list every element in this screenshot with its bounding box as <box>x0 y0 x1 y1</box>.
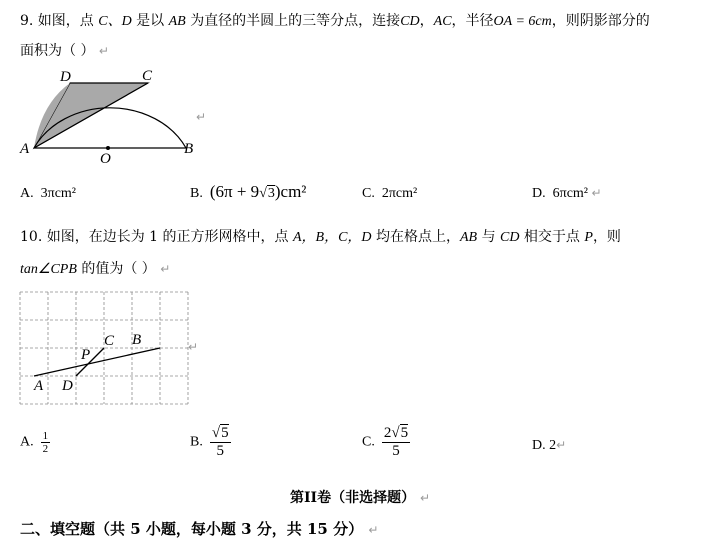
option-coef: 2 <box>383 425 392 441</box>
return-mark-icon: ↵ <box>591 186 602 200</box>
section-subtitle-text: 二、填空题（共 5 小题，每小题 3 分，共 15 分） <box>20 520 364 538</box>
option-letter: C. <box>362 186 375 201</box>
q9-line1 <box>20 10 650 30</box>
q9-segment-ac: AC <box>433 14 452 29</box>
q9-label-b: B <box>184 141 194 157</box>
q10-label-p: P <box>81 347 91 363</box>
q10-tan-expr: tan∠CPB <box>20 262 77 277</box>
q9-line2 <box>20 40 109 60</box>
section-title <box>290 487 430 507</box>
option-value: 2 <box>549 438 557 453</box>
option-root: 5 <box>221 425 229 441</box>
q9-label-c: C <box>142 68 153 84</box>
q9-text: 是以 <box>136 13 165 29</box>
return-mark-icon: ↵ <box>368 523 379 537</box>
section-title-text: 第II卷（非选择题） <box>290 490 416 506</box>
q9-label-d: D <box>60 69 71 85</box>
q9-text: ， <box>419 13 434 29</box>
option-letter: B. <box>190 186 203 201</box>
q10-text: 与 <box>481 229 496 245</box>
option-letter: B. <box>190 434 203 450</box>
q9-text: 面积为（ ） <box>20 43 95 59</box>
q10-point-p: P <box>584 230 593 245</box>
fraction-denominator: 5 <box>216 443 224 459</box>
option-letter: D. <box>532 438 546 453</box>
q10-segment-ab-line <box>34 348 160 376</box>
q10-option-a <box>20 430 50 455</box>
option-fraction <box>210 425 231 460</box>
q9-points-cd: C、D <box>98 14 132 29</box>
option-letter: C. <box>362 434 375 450</box>
option-value: 2πcm² <box>381 186 418 201</box>
q9-text: 为直径的半圆上的三等分点，连接 <box>190 13 401 29</box>
q10-text: 均在格点上， <box>376 229 460 245</box>
return-mark-icon: ↵ <box>160 262 171 276</box>
q9-text: 9. 如图，点 <box>20 13 94 29</box>
return-mark-icon: ↵ <box>188 340 199 354</box>
fraction-numerator: 2√5 <box>383 425 409 441</box>
q10-text: 相交于点 <box>523 229 580 245</box>
return-mark-icon: ↵ <box>98 44 109 58</box>
fraction-denominator: 2 <box>42 443 49 455</box>
option-letter: D. <box>532 186 546 201</box>
q9-figure <box>16 64 216 164</box>
q9-option-a <box>20 186 76 202</box>
fraction-numerator: √5 <box>211 425 229 441</box>
q9-option-b: B. (6π + 9√3)cm² <box>190 182 307 201</box>
q10-text: 10. 如图，在边长为 1 的正方形网格中，点 <box>20 229 289 245</box>
option-value: 3πcm² <box>40 186 76 201</box>
option-fraction <box>41 430 51 455</box>
q9-segment-ab: AB <box>168 14 186 29</box>
q9-option-d <box>532 186 602 202</box>
q9-text: ，半径 <box>451 13 494 29</box>
option-value: 6πcm² <box>552 186 588 201</box>
q10-label-a: A <box>34 378 44 394</box>
q9-label-a: A <box>20 141 30 157</box>
q10-line2 <box>20 258 170 278</box>
option-root: 5 <box>400 425 409 441</box>
q9-option-c <box>362 186 417 202</box>
section-subtitle <box>20 518 378 539</box>
option-letter: A. <box>20 434 34 450</box>
q9-radius-eq: OA = 6cm <box>493 14 552 29</box>
q10-option-d <box>532 438 566 454</box>
q10-text: 的值为（ ） <box>81 261 156 277</box>
q10-points: A，B，C，D <box>292 230 372 245</box>
q9-text: ，则阴影部分的 <box>551 13 650 29</box>
q10-label-c: C <box>104 333 115 349</box>
q10-option-b <box>190 425 231 460</box>
fraction-denominator: 5 <box>392 443 400 459</box>
q10-label-d: D <box>62 378 73 394</box>
q10-option-c <box>362 425 410 460</box>
fraction-numerator: 1 <box>42 430 49 442</box>
q10-segment-cd: CD <box>500 230 520 245</box>
return-mark-icon: ↵ <box>196 110 207 124</box>
q10-line1 <box>20 226 621 246</box>
q9-label-o: O <box>100 151 111 164</box>
return-mark-icon: ↵ <box>419 491 431 505</box>
return-mark-icon: ↵ <box>556 438 567 452</box>
q9-center-point <box>106 146 110 150</box>
option-fraction <box>382 425 410 460</box>
option-letter: A. <box>20 186 34 201</box>
option-value: (6π + 9 <box>209 182 260 201</box>
q10-grid-figure <box>18 290 190 406</box>
q10-text: ，则 <box>592 229 621 245</box>
q10-label-b: B <box>132 332 142 348</box>
option-root: 3 <box>267 186 275 201</box>
option-value: )cm² <box>274 182 307 201</box>
q10-segment-ab: AB <box>460 230 478 245</box>
q9-segment-cd: CD <box>400 14 420 29</box>
